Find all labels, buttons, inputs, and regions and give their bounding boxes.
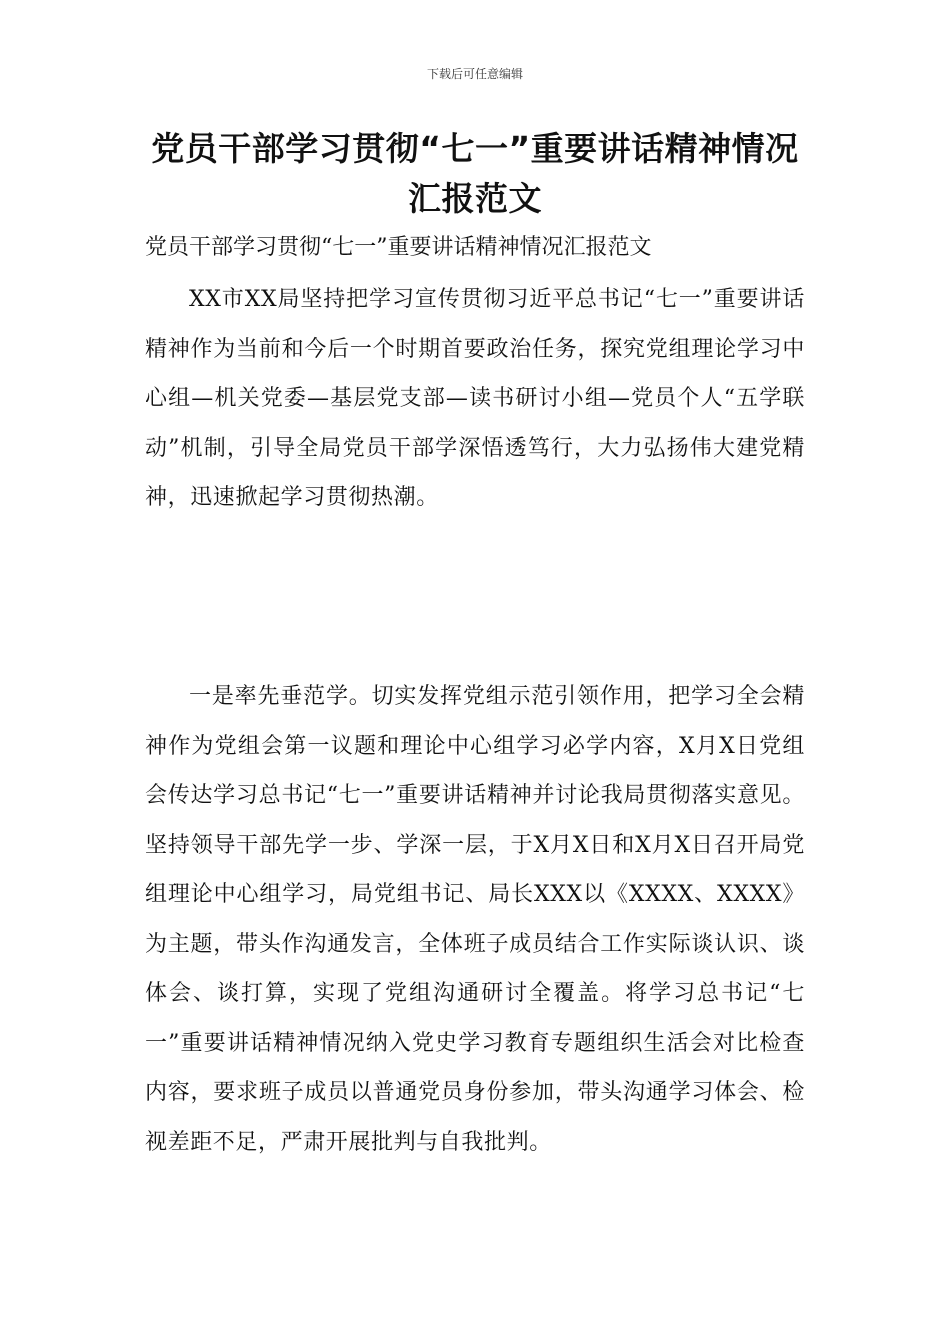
- document-title: 党员干部学习贯彻“七一”重要讲话精神情况汇报范文: [151, 129, 799, 218]
- body-paragraph: 一是率先垂范学。切实发挥党组示范引领作用，把学习全会精神作为党组会第一议题和理论中心组学习必学内容，X月X日党组会传达学习总书记“七一”重要讲话精神并讨论我局贯彻落实意见。坚持领导干部先学一步、学深一层，于X月X日和X月X日召开局党组理论中心组学习，局党组书记、局长XXX以《XXXX、XXXX》为主题，带头作沟通发言，全体班子成员结合工作实际谈认识、谈体会、谈打算，实现了党组沟通研讨全覆盖。将学习总书记“七一”重要讲话精神情况纳入党史学习教育专题组织生活会对比检查内容，要求班子成员以普通党员身份参加，带头沟通学习体会、检视差距不足，严肃开展批判与自我批判。: [145, 684, 805, 1155]
- header-note: 下载后可任意编辑: [426, 67, 523, 81]
- document-subtitle: 党员干部学习贯彻“七一”重要讲话精神情况汇报范文: [145, 235, 652, 260]
- body-paragraph: XX市XX局坚持把学习宣传贯彻习近平总书记“七一”重要讲话精神作为当前和今后一个时期首要政治任务，探究党组理论学习中心组—机关党委—基层党支部—读书研讨小组—党员个人“五学联动”机制，引导全局党员干部学深悟透笃行，大力弘扬伟大建党精神，迅速掀起学习贯彻热潮。: [145, 287, 805, 510]
